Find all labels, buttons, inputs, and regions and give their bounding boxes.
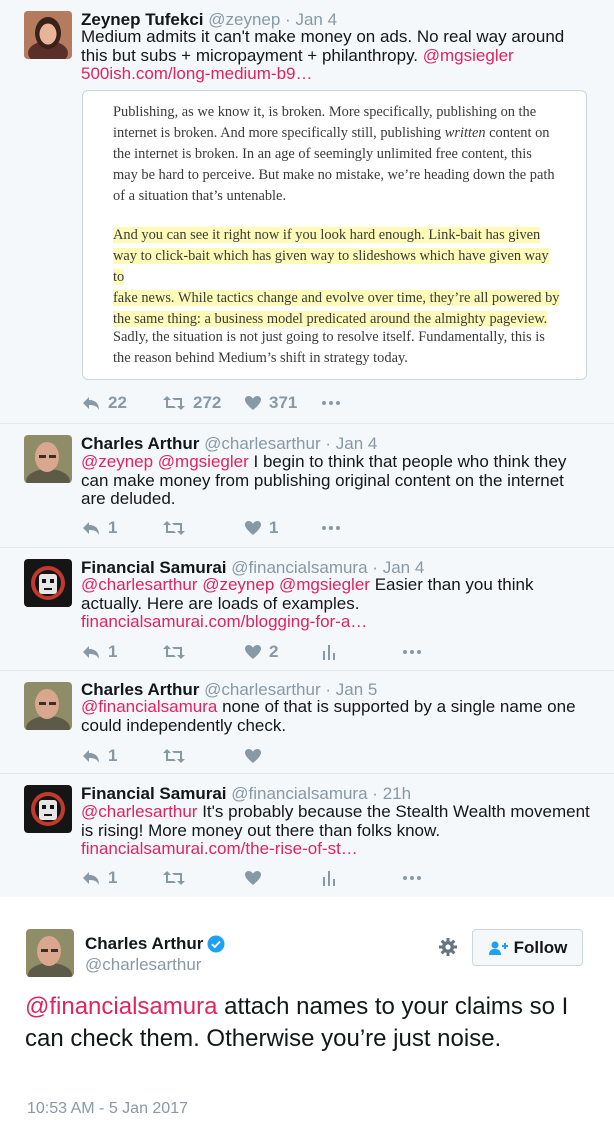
reply-button[interactable] [81, 392, 127, 414]
gear-icon [438, 937, 458, 957]
analytics-icon [322, 870, 336, 886]
excerpt-line: the internet is broken. In an age of seemingly unlimited free content, this [113, 146, 532, 162]
url-link[interactable]: 500ish.com/long-medium-b9… [81, 64, 313, 83]
avatar-financialsamurai[interactable] [24, 785, 72, 833]
reply-icon [81, 520, 101, 536]
tweet-actions [81, 745, 501, 769]
analytics-icon [322, 644, 336, 660]
settings-button[interactable] [438, 937, 458, 962]
reply-button[interactable] [81, 867, 117, 889]
quoted-excerpt-card[interactable] [82, 90, 587, 380]
like-button[interactable] [244, 517, 278, 539]
meta-separator: · [372, 784, 378, 803]
retweet-icon [162, 520, 186, 536]
main-mention-link[interactable]: @financialsamura [25, 993, 218, 1020]
avatar-zeynep-image [24, 11, 72, 59]
reply-button[interactable] [81, 641, 117, 663]
mention-link[interactable]: @financialsamura [81, 697, 218, 716]
meta-separator: · [372, 558, 378, 577]
reply-button[interactable] [81, 745, 117, 767]
retweet-button[interactable] [162, 867, 186, 889]
tweet-financialsamurai-2[interactable] [0, 774, 614, 898]
tweet-text [81, 576, 591, 632]
tweet-text-plain: I begin to think that people who think they can make money from publishing original content on the internet are deluded. [81, 452, 567, 508]
retweet-button[interactable] [162, 392, 221, 414]
follow-button[interactable] [472, 929, 583, 966]
retweet-button[interactable] [162, 641, 186, 663]
author-handle[interactable]: @charlesarthur [204, 680, 321, 699]
avatar-charles-image [24, 435, 72, 483]
like-count: 2 [269, 642, 279, 661]
excerpt-line: the reason behind Medium’s shift in strategy today. [113, 350, 408, 366]
excerpt-line: internet is broken. And more specifically still, publishing [113, 125, 442, 141]
retweet-icon [162, 748, 186, 764]
heart-icon [244, 870, 262, 886]
tweet-time[interactable]: 21h [382, 784, 412, 803]
more-options-icon[interactable] [403, 650, 424, 654]
tweet-time[interactable]: Jan 4 [295, 10, 338, 29]
author-name[interactable]: Zeynep Tufekci [81, 10, 204, 29]
main-author[interactable] [85, 934, 225, 954]
main-author-name[interactable]: Charles Arthur [85, 934, 204, 953]
like-count: 371 [269, 393, 298, 412]
tweet-zeynep[interactable] [0, 0, 614, 424]
like-button[interactable] [244, 641, 278, 663]
avatar-charles-main[interactable] [26, 929, 74, 977]
mention-link[interactable]: @zeynep @mgsiegler [81, 452, 249, 471]
reply-icon [81, 395, 101, 411]
follow-button-label: Follow [513, 937, 568, 957]
tweet-actions [81, 641, 501, 665]
excerpt-highlight-line: fake news. While tactics change and evolve over time, they’re all powered by [113, 290, 560, 306]
excerpt-emphasis: written [444, 125, 486, 141]
heart-icon [244, 644, 262, 660]
analytics-button[interactable] [322, 641, 336, 663]
excerpt-highlight-line: the same thing: a business model predicated around the almighty pageview. [113, 311, 548, 327]
main-tweet-text [25, 991, 595, 1055]
retweet-icon [162, 395, 186, 411]
tweet-actions [81, 517, 501, 541]
author-name[interactable]: Financial Samurai [81, 784, 227, 803]
main-tweet-body: attach names to your claims so I can check them. Otherwise you’re just noise. [25, 993, 569, 1052]
tweet-charles-1[interactable] [0, 424, 614, 548]
heart-icon [244, 748, 262, 764]
reply-count: 22 [108, 393, 127, 412]
more-options-icon[interactable] [403, 876, 424, 880]
tweet-text [81, 28, 591, 84]
add-user-icon [488, 940, 508, 956]
url-link[interactable]: financialsamurai.com/blogging-for-a… [81, 612, 368, 631]
tweet-header [81, 784, 411, 804]
reply-count: 1 [108, 746, 118, 765]
mention-link[interactable]: @charlesarthur [81, 802, 198, 821]
avatar-charles-image [24, 682, 72, 730]
like-button[interactable] [244, 867, 262, 889]
reply-icon [81, 748, 101, 764]
retweet-count: 272 [193, 393, 222, 412]
avatar-charles-main-image [26, 929, 74, 977]
like-button[interactable] [244, 392, 297, 414]
tweet-header [81, 434, 377, 454]
reply-count: 1 [108, 642, 118, 661]
avatar-financialsamurai-image [24, 785, 72, 833]
retweet-icon [162, 644, 186, 660]
author-handle[interactable]: @financialsamura [231, 784, 368, 803]
tweet-text-plain: It's probably because the Stealth Wealth movement is rising! More money out there than folks know. [81, 802, 590, 840]
excerpt-line: may be hard to perceive. But make no mistake, we’re heading down the path [113, 167, 555, 183]
more-options-icon[interactable] [322, 401, 343, 405]
avatar-zeynep[interactable] [24, 11, 72, 59]
url-link[interactable]: financialsamurai.com/the-rise-of-st… [81, 839, 358, 858]
reply-count: 1 [108, 868, 118, 887]
tweet-charles-2[interactable] [0, 671, 614, 774]
meta-separator: · [325, 680, 332, 699]
meta-separator: · [285, 10, 291, 29]
author-handle[interactable]: @zeynep [208, 10, 281, 29]
excerpt-highlight-line: way to click-bait which has given way to slideshows which have given way to [113, 248, 549, 285]
excerpt-line: Sadly, the situation is not just going to resolve itself. Fundamentally, this is [113, 329, 545, 345]
main-author-handle[interactable]: @charlesarthur [85, 955, 202, 974]
main-tweet-timestamp[interactable]: 10:53 AM - 5 Jan 2017 [27, 1100, 188, 1117]
retweet-button[interactable] [162, 745, 186, 767]
excerpt-line: Publishing, as we know it, is broken. More specifically, publishing on the [113, 104, 537, 120]
author-handle[interactable]: @financialsamura [231, 558, 368, 577]
tweet-text [81, 453, 591, 509]
verified-badge-icon [207, 935, 225, 953]
avatar-charles[interactable] [24, 682, 72, 730]
tweet-time[interactable]: Jan 5 [335, 680, 378, 699]
excerpt-paragraph-3 [113, 327, 563, 369]
author-name[interactable]: Financial Samurai [81, 558, 227, 577]
tweet-text-plain: Easier than you think actually. Here are loads of examples. [81, 575, 534, 613]
tweet-text-plain: none of that is supported by a single name one could independently check. [81, 697, 576, 735]
more-options-icon[interactable] [322, 526, 343, 530]
tweet-time[interactable]: Jan 4 [335, 434, 378, 453]
tweet-text [81, 698, 591, 735]
mention-link[interactable]: @charlesarthur @zeynep @mgsiegler [81, 575, 370, 594]
reply-icon [81, 870, 101, 886]
excerpt-highlight-line: And you can see it right now if you look hard enough. Link-bait has given [113, 227, 541, 243]
analytics-button[interactable] [322, 867, 336, 889]
excerpt-paragraph-1 [113, 102, 563, 207]
tweet-text-plain: Medium admits it can't make money on ads. No real way around this but subs + micropayment + philanthropy. [81, 27, 565, 65]
tweet-time[interactable]: Jan 4 [382, 558, 425, 577]
like-count: 1 [269, 518, 279, 537]
excerpt-line: of a situation that’s untenable. [113, 188, 287, 204]
like-button[interactable] [244, 745, 262, 767]
tweet-actions [81, 392, 501, 416]
author-handle[interactable]: @charlesarthur [204, 434, 321, 453]
tweet-text [81, 803, 591, 859]
tweet-actions [81, 867, 501, 891]
retweet-button[interactable] [162, 517, 186, 539]
author-name[interactable]: Charles Arthur [81, 680, 200, 699]
author-name[interactable]: Charles Arthur [81, 434, 200, 453]
reply-count: 1 [108, 518, 118, 537]
meta-separator: · [325, 434, 332, 453]
avatar-financialsamurai-image [24, 559, 72, 607]
mention-link[interactable]: @mgsiegler [422, 45, 514, 65]
tweet-financialsamurai-1[interactable] [0, 548, 614, 671]
reply-icon [81, 644, 101, 660]
excerpt-line: content on [489, 125, 550, 141]
heart-icon [244, 520, 262, 536]
avatar-charles[interactable] [24, 435, 72, 483]
avatar-financialsamurai[interactable] [24, 559, 72, 607]
heart-icon [244, 395, 262, 411]
retweet-icon [162, 870, 186, 886]
reply-button[interactable] [81, 517, 117, 539]
excerpt-paragraph-2 [113, 225, 563, 330]
